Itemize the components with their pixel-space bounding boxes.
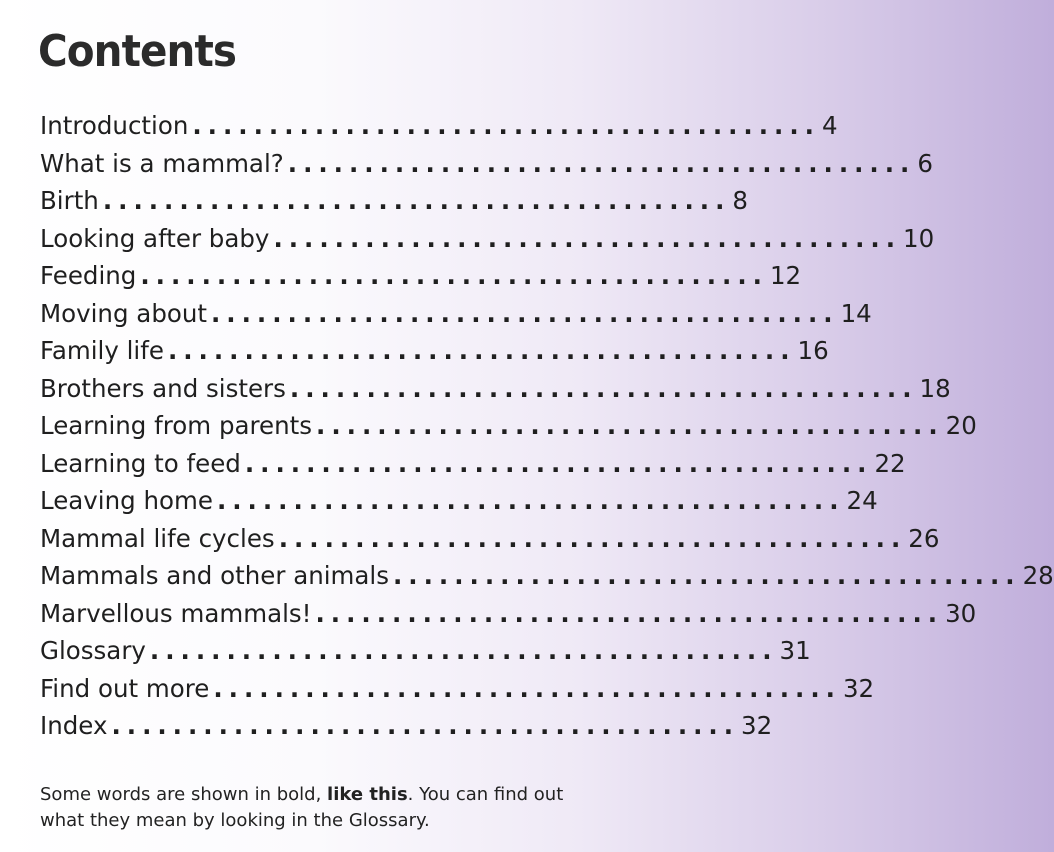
toc-entry: [40, 370, 951, 408]
toc-leader-dots: .........................................: [289, 373, 918, 403]
toc-entry-label: Learning from parents: [40, 411, 313, 440]
page-title: Contents: [38, 26, 237, 77]
toc-entry-page: 24: [846, 486, 878, 515]
toc-entry-label: Feeding: [40, 261, 137, 290]
toc-leader-dots: .........................................: [287, 148, 916, 178]
toc-entry-page: 16: [797, 336, 829, 365]
toc-entry-label: Mammal life cycles: [40, 523, 275, 553]
toc-entry-page: 26: [908, 523, 940, 553]
toc-entry-label: Introduction: [40, 111, 189, 140]
toc-entry: [40, 182, 749, 220]
toc-entry-page: 4: [821, 111, 838, 140]
toc-entry-label: Index: [40, 711, 108, 740]
toc-leader-dots: .........................................: [273, 223, 902, 253]
toc-leader-dots: .........................................: [393, 561, 1021, 590]
toc-entry: [40, 557, 1054, 595]
toc-entry-label: Mammals and other animals: [40, 561, 389, 590]
toc-leader-dots: .........................................: [315, 598, 944, 628]
toc-leader-dots: .........................................: [316, 411, 944, 440]
toc-entry: [40, 445, 906, 483]
toc-leader-dots: .........................................: [213, 673, 841, 703]
toc-entry: [40, 707, 773, 745]
toc-entry-label: Looking after baby: [40, 223, 270, 253]
toc-leader-dots: .........................................: [216, 486, 845, 515]
toc-entry: [40, 295, 872, 333]
toc-entry: [40, 220, 935, 258]
toc-entry-page: 14: [840, 298, 872, 328]
toc-leader-dots: .........................................: [102, 186, 731, 215]
toc-leader-dots: .........................................: [167, 336, 796, 365]
toc-entry-page: 28: [1022, 561, 1054, 590]
toc-entry-page: 18: [919, 373, 951, 403]
toc-entry-label: Learning to feed: [40, 448, 241, 478]
toc-entry-page: 20: [945, 411, 977, 440]
toc-entry: [40, 332, 829, 370]
toc-leader-dots: .........................................: [192, 111, 820, 140]
toc-entry-page: 8: [732, 186, 749, 215]
toc-leader-dots: .........................................: [211, 298, 839, 328]
table-of-contents: [40, 107, 1054, 745]
glossary-note-text-end: . You can find out what they mean by looking in the Glossary.: [40, 784, 564, 831]
toc-entry: [40, 145, 933, 183]
toc-entry-page: 6: [917, 148, 933, 178]
glossary-note-bold-example: like this: [327, 784, 408, 805]
toc-entry-page: 22: [874, 448, 906, 478]
toc-leader-dots: .........................................: [244, 448, 873, 478]
toc-leader-dots: .........................................: [111, 711, 740, 740]
toc-entry: [40, 595, 977, 633]
toc-entry-label: Brothers and sisters: [40, 373, 286, 403]
toc-entry-page: 32: [741, 711, 773, 740]
glossary-note-text-start: Some words are shown in bold,: [40, 784, 328, 805]
toc-entry-label: Moving about: [40, 298, 207, 328]
toc-entry-label: Leaving home: [40, 486, 213, 515]
toc-entry: [40, 407, 977, 445]
toc-entry: [40, 482, 878, 520]
toc-entry-page: 10: [903, 223, 935, 253]
toc-entry: [40, 257, 802, 295]
toc-entry-label: Glossary: [40, 636, 146, 665]
toc-entry-page: 12: [769, 261, 802, 290]
toc-entry-label: What is a mammal?: [40, 148, 284, 178]
toc-entry: [40, 107, 838, 145]
toc-entry: [40, 520, 940, 558]
glossary-note: [40, 782, 600, 834]
toc-leader-dots: .........................................: [149, 636, 778, 665]
toc-entry-page: 32: [842, 673, 875, 703]
toc-entry-label: Family life: [40, 336, 164, 365]
toc-entry-label: Birth: [40, 186, 99, 215]
toc-entry: [40, 670, 875, 708]
toc-entry-page: 30: [945, 598, 977, 628]
toc-entry: [40, 632, 811, 670]
toc-leader-dots: .........................................: [278, 523, 907, 553]
toc-entry-label: Find out more: [40, 673, 210, 703]
toc-entry-page: 31: [779, 636, 811, 665]
toc-entry-label: Marvellous mammals!: [40, 598, 312, 628]
toc-leader-dots: .........................................: [140, 261, 768, 290]
